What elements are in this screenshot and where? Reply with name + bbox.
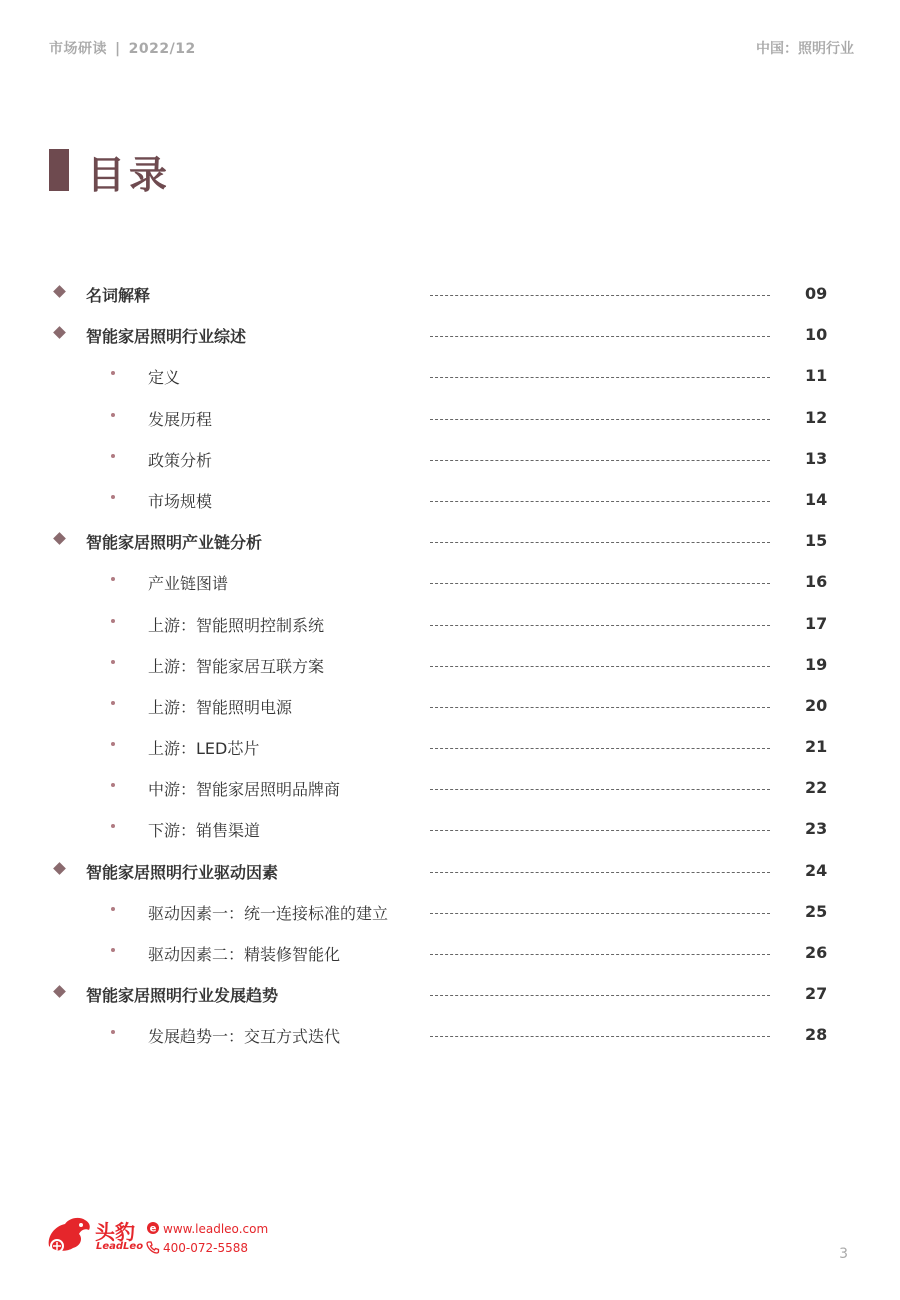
toc-subsection-row[interactable] — [0, 645, 900, 686]
toc-section-row[interactable] — [0, 315, 900, 356]
dot-bullet-icon — [111, 660, 115, 664]
leadleo-logo-icon — [45, 1216, 93, 1254]
toc-subsection-row[interactable] — [0, 768, 900, 809]
toc-entry-page[interactable]: 27 — [805, 984, 828, 1004]
dot-bullet-icon — [111, 577, 115, 581]
dot-bullet-icon — [111, 907, 115, 911]
diamond-bullet-icon — [53, 326, 66, 339]
toc-entry-label[interactable]: 发展趋势一：交互方式迭代 — [148, 1027, 341, 1047]
toc-entry-label[interactable]: 下游：销售渠道 — [148, 821, 261, 841]
dot-bullet-icon — [111, 619, 115, 623]
toc-entry-page[interactable]: 26 — [805, 943, 828, 962]
dotted-leader — [430, 295, 770, 296]
diamond-bullet-icon — [53, 532, 66, 545]
toc-section-row[interactable] — [0, 521, 900, 562]
toc-section-row[interactable] — [0, 274, 900, 315]
toc-entry-label[interactable]: 产业链图谱 — [148, 574, 229, 594]
page-title: 目录 — [87, 153, 172, 197]
toc-entry-page[interactable]: 17 — [805, 613, 828, 633]
toc-entry-label[interactable]: 政策分析 — [148, 450, 213, 470]
toc-entry-page[interactable]: 10 — [805, 325, 828, 345]
dotted-leader — [430, 913, 770, 914]
toc-subsection-row[interactable] — [0, 727, 900, 768]
toc-subsection-row[interactable] — [0, 439, 900, 480]
dot-bullet-icon — [111, 1030, 115, 1034]
toc-section-row[interactable] — [0, 974, 900, 1015]
toc-entry-page[interactable]: 12 — [805, 407, 828, 427]
dotted-leader — [430, 830, 770, 831]
toc-entry-label[interactable]: 智能家居照明行业驱动因素 — [86, 862, 279, 882]
header-section-date — [49, 38, 196, 58]
header-topic: 中国：照明行业 — [756, 41, 854, 57]
toc-subsection-row[interactable] — [0, 1015, 900, 1056]
toc-entry-page[interactable]: 15 — [805, 531, 828, 551]
diamond-bullet-icon — [53, 285, 66, 298]
dotted-leader — [430, 954, 770, 955]
toc-subsection-row[interactable] — [0, 686, 900, 727]
toc-entry-page[interactable]: 09 — [805, 284, 828, 303]
toc-entry-label[interactable]: 驱动因素二：精装修智能化 — [148, 945, 341, 964]
toc-entry-page[interactable]: 22 — [805, 778, 828, 798]
toc-entry-page[interactable]: 19 — [805, 654, 828, 674]
dot-bullet-icon — [111, 742, 115, 746]
toc-entry-page[interactable]: 14 — [805, 489, 828, 509]
dotted-leader — [430, 542, 770, 543]
header-date: 2022/12 — [128, 41, 196, 57]
dotted-leader — [430, 460, 770, 461]
brand-name-cn: 头豹 — [95, 1220, 135, 1244]
dot-bullet-icon — [111, 413, 115, 417]
dot-bullet-icon — [111, 495, 115, 499]
toc-subsection-row[interactable] — [0, 398, 900, 439]
dotted-leader — [430, 336, 770, 337]
toc-subsection-row[interactable] — [0, 604, 900, 645]
toc-entry-label[interactable]: 智能家居照明行业综述 — [86, 327, 247, 347]
dot-bullet-icon — [111, 783, 115, 787]
header-section: 市场研读 — [49, 41, 107, 57]
website-contact[interactable] — [146, 1221, 268, 1236]
web-icon — [146, 1221, 160, 1235]
toc-entry-label[interactable]: 中游：智能家居照明品牌商 — [148, 780, 341, 800]
toc-entry-label[interactable]: 发展历程 — [148, 409, 213, 429]
toc-entry-label[interactable]: 智能家居照明产业链分析 — [86, 533, 263, 553]
dotted-leader — [430, 377, 770, 378]
dotted-leader — [430, 1036, 770, 1037]
toc-subsection-row[interactable] — [0, 892, 900, 933]
toc-entry-label[interactable]: 名词解释 — [86, 286, 151, 305]
dot-bullet-icon — [111, 454, 115, 458]
toc-entry-label[interactable]: 上游：智能照明电源 — [148, 697, 293, 717]
dot-bullet-icon — [111, 824, 115, 828]
toc-entry-label[interactable]: 定义 — [148, 368, 181, 388]
dotted-leader — [430, 419, 770, 420]
toc-entry-page[interactable]: 23 — [805, 819, 828, 839]
toc-entry-label[interactable]: 上游：LED芯片 — [148, 739, 260, 759]
dotted-leader — [430, 625, 770, 626]
brand-name-en: LeadLeo — [96, 1241, 144, 1252]
dotted-leader — [430, 995, 770, 996]
svg-text:e: e — [149, 1223, 157, 1235]
dotted-leader — [430, 666, 770, 667]
dotted-leader — [430, 501, 770, 502]
diamond-bullet-icon — [53, 985, 66, 998]
toc-subsection-row[interactable] — [0, 356, 900, 397]
toc-subsection-row[interactable] — [0, 809, 900, 850]
diamond-bullet-icon — [53, 862, 66, 875]
toc-entry-label[interactable]: 驱动因素一：统一连接标准的建立 — [148, 903, 389, 923]
toc-subsection-row[interactable] — [0, 480, 900, 521]
dot-bullet-icon — [111, 701, 115, 705]
dotted-leader — [430, 872, 770, 873]
phone-contact — [146, 1240, 248, 1255]
toc-entry-page[interactable]: 13 — [805, 448, 828, 468]
toc-entry-label[interactable]: 上游：智能家居互联方案 — [148, 656, 325, 676]
toc-entry-page[interactable]: 24 — [805, 860, 828, 880]
toc-entry-label[interactable]: 智能家居照明行业发展趋势 — [86, 986, 279, 1006]
dotted-leader — [430, 789, 770, 790]
toc-entry-label[interactable]: 上游：智能照明控制系统 — [148, 615, 325, 635]
toc-entry-page[interactable]: 20 — [805, 695, 828, 715]
phone-number: 400-072-5588 — [163, 1241, 249, 1255]
dotted-leader — [430, 707, 770, 708]
header-separator: | — [115, 41, 121, 57]
dot-bullet-icon — [111, 948, 115, 952]
toc-subsection-row[interactable] — [0, 933, 900, 974]
table-of-contents — [0, 274, 900, 1057]
toc-entry-page[interactable]: 11 — [805, 366, 828, 386]
toc-entry-page[interactable]: 16 — [805, 572, 828, 592]
page-number: 3 — [839, 1246, 848, 1262]
toc-entry-page[interactable]: 25 — [805, 901, 828, 921]
phone-icon — [146, 1240, 160, 1254]
website-link[interactable]: www.leadleo.com — [163, 1222, 269, 1236]
dot-bullet-icon — [111, 371, 115, 375]
toc-entry-page[interactable]: 21 — [805, 737, 828, 757]
title-accent-bar — [49, 149, 69, 191]
toc-subsection-row[interactable] — [0, 562, 900, 603]
toc-entry-page[interactable]: 28 — [805, 1025, 828, 1045]
dotted-leader — [430, 748, 770, 749]
toc-section-row[interactable] — [0, 851, 900, 892]
toc-entry-label[interactable]: 市场规模 — [148, 491, 213, 511]
dotted-leader — [430, 583, 770, 584]
